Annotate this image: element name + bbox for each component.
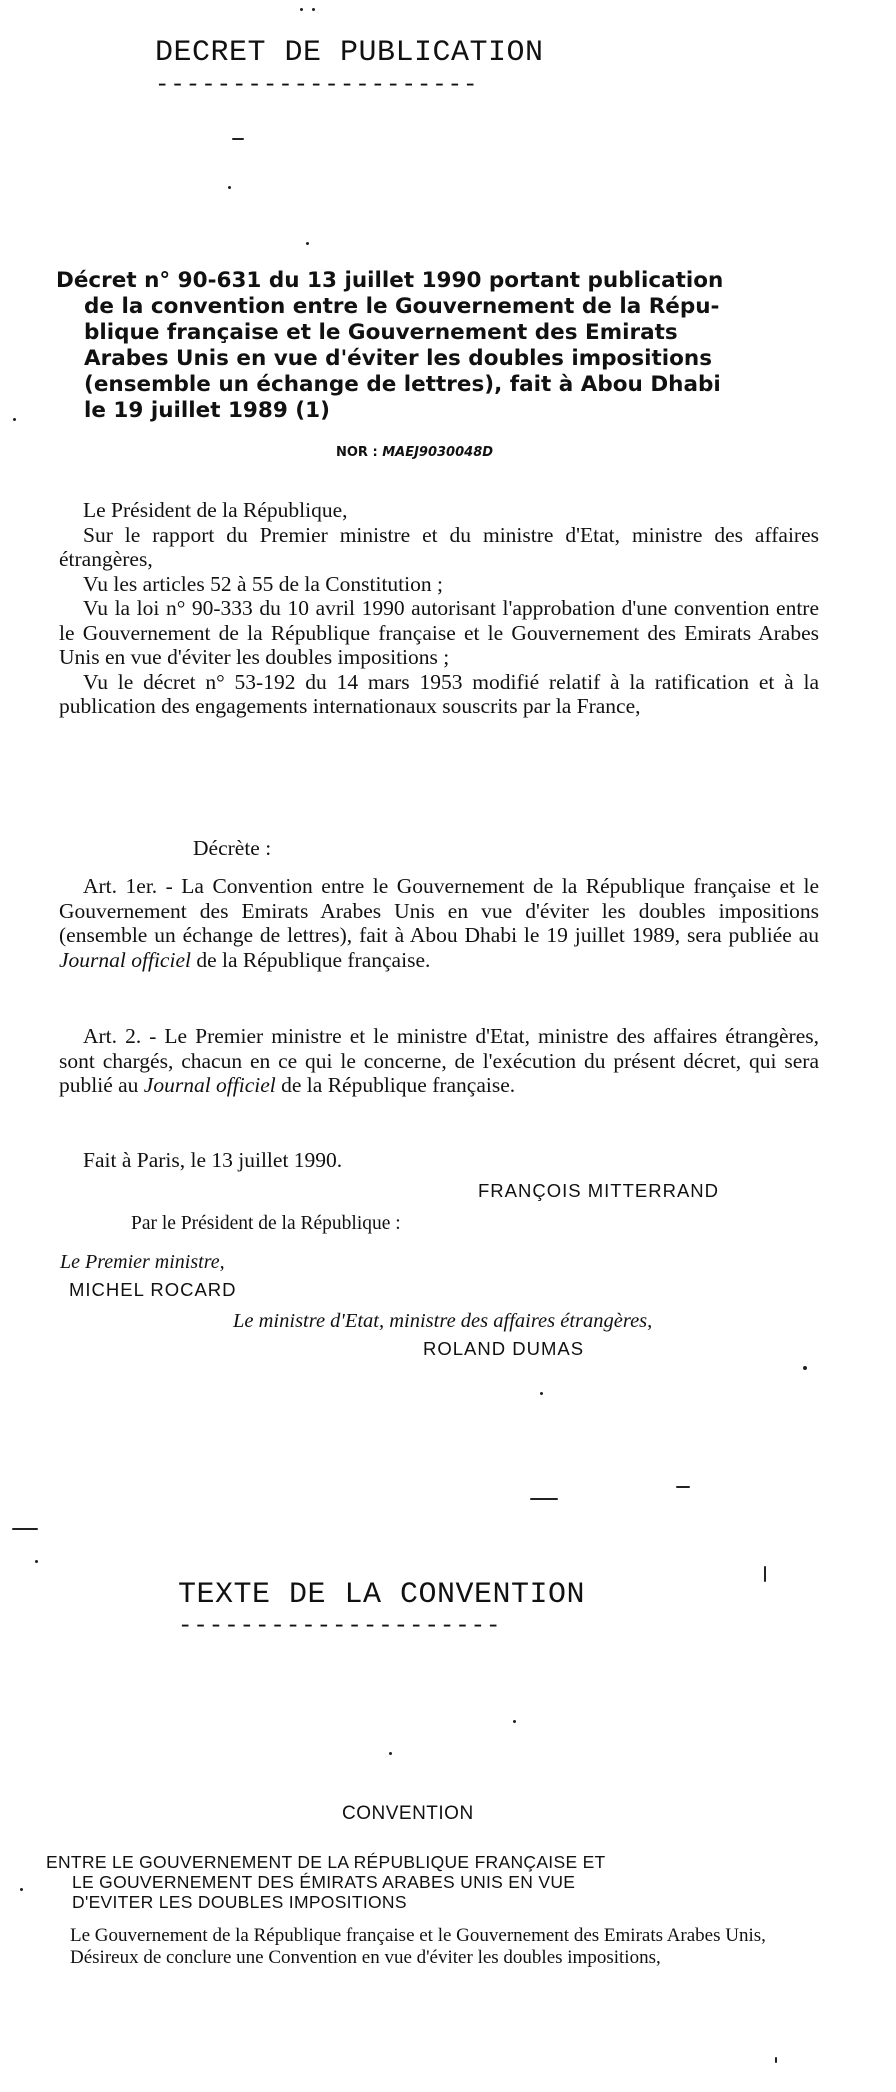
journal-officiel-ref: Journal officiel — [59, 947, 191, 972]
convention-subheading — [46, 1852, 826, 1912]
scan-speck — [13, 418, 16, 421]
nor-value: MAEJ9030048D — [382, 445, 494, 460]
convention-purpose: Désireux de conclure une Convention en vue d'éviter les doubles impositions, — [70, 1947, 661, 1968]
scan-speck — [513, 1720, 516, 1723]
preamble-decret: Vu le décret n° 53-192 du 14 mars 1953 modifié relatif à la ratification et à la publication des engagements internationaux souscrits par la France, — [59, 669, 819, 718]
preamble-loi: Vu la loi n° 90-333 du 10 avril 1990 autorisant l'approbation d'une convention entre le Gouvernement de la République française et le Gouvernement des Emirats Arabes Unis en vue d'éviter les doubles impositions ; — [59, 596, 819, 669]
decree-title-line: de la convention entre le Gouvernement de la Répu- — [84, 294, 720, 319]
decree-preamble — [59, 498, 819, 719]
decree-title-line: blique française et le Gouvernement des Emirats — [84, 320, 678, 345]
scan-speck — [228, 186, 231, 189]
article-1-suffix: de la République française. — [196, 947, 431, 972]
pm-title: Le Premier ministre, — [60, 1251, 225, 1273]
preamble-constitution: Vu les articles 52 à 55 de la Constitution ; — [83, 571, 443, 596]
subheading-line: LE GOUVERNEMENT DES ÉMIRATS ARABES UNIS EN VUE — [72, 1872, 576, 1892]
pm-signature: MICHEL ROCARD — [69, 1279, 237, 1300]
scan-speck — [764, 1566, 766, 1582]
par-le-president: Par le Président de la République : — [131, 1213, 401, 1234]
journal-officiel-ref: Journal officiel — [143, 1073, 276, 1097]
preamble-president: Le Président de la République, — [83, 498, 348, 522]
scan-speck — [676, 1486, 690, 1488]
scan-speck — [775, 2057, 777, 2063]
scan-speck — [232, 138, 244, 140]
article-1 — [59, 874, 819, 972]
decree-title-line: Arabes Unis en vue d'éviter les doubles impositions — [84, 346, 713, 371]
scan-speck — [312, 8, 315, 11]
scan-speck — [540, 1392, 543, 1395]
nor-reference — [336, 445, 493, 460]
convention-parties: Le Gouvernement de la République française et le Gouvernement des Emirats Arabes Unis, — [70, 1925, 766, 1946]
convention-section-title: TEXTE DE LA CONVENTION — [178, 1578, 586, 1612]
preamble-rapport: Sur le rapport du Premier ministre et du ministre d'Etat, ministre des affaires étrangères, — [59, 522, 819, 571]
decree-title-line: Décret n° 90-631 du 13 juillet 1990 portant publication — [56, 268, 724, 293]
article-2-text: Art. 2. - Le Premier ministre et le ministre d'Etat, ministre des affaires étrangères, sont chargés, chacun en ce qui le concerne, de l'exécution du présent décret, qui sera publié au — [59, 1024, 819, 1097]
subheading-line: ENTRE LE GOUVERNEMENT DE LA RÉPUBLIQUE FRANÇAISE ET — [46, 1852, 606, 1872]
fait-a-paris: Fait à Paris, le 13 juillet 1990. — [83, 1148, 343, 1172]
decrete-heading: Décrète : — [193, 836, 272, 860]
article-2-suffix: de la République française. — [281, 1073, 516, 1097]
decree-title — [56, 268, 826, 424]
scan-speck — [300, 8, 303, 11]
scan-speck — [803, 1366, 807, 1370]
convention-section-underline: --------------------- — [178, 1613, 502, 1640]
minister-signature: ROLAND DUMAS — [423, 1338, 585, 1359]
scan-speck — [389, 1752, 392, 1755]
scan-speck — [20, 1888, 23, 1891]
convention-heading: CONVENTION — [342, 1803, 474, 1824]
nor-label: NOR : — [336, 445, 378, 460]
scan-speck — [12, 1528, 38, 1530]
decree-title-line: le 19 juillet 1989 (1) — [84, 398, 330, 423]
president-signature: FRANÇOIS MITTERRAND — [478, 1180, 719, 1201]
header-underline: --------------------- — [155, 72, 479, 99]
article-1-text: Art. 1er. - La Convention entre le Gouvernement de la République française et le Gouvernement des Emirats Arabes Unis en vue d'éviter les doubles impositions (ensemble un échange de lettres), fait à Abou Dhabi le 19 juillet 1989, sera publiée au — [59, 874, 819, 947]
scan-speck — [35, 1560, 38, 1563]
decree-title-line: (ensemble un échange de lettres), fait à Abou Dhabi — [84, 372, 721, 397]
header-title: DECRET DE PUBLICATION — [155, 36, 544, 70]
scan-speck — [306, 242, 309, 245]
subheading-line: D'EVITER LES DOUBLES IMPOSITIONS — [72, 1892, 407, 1912]
article-2 — [59, 1024, 819, 1098]
scan-speck — [530, 1498, 558, 1500]
convention-preamble — [46, 1925, 816, 1969]
minister-title: Le ministre d'Etat, ministre des affaires étrangères, — [233, 1310, 653, 1332]
